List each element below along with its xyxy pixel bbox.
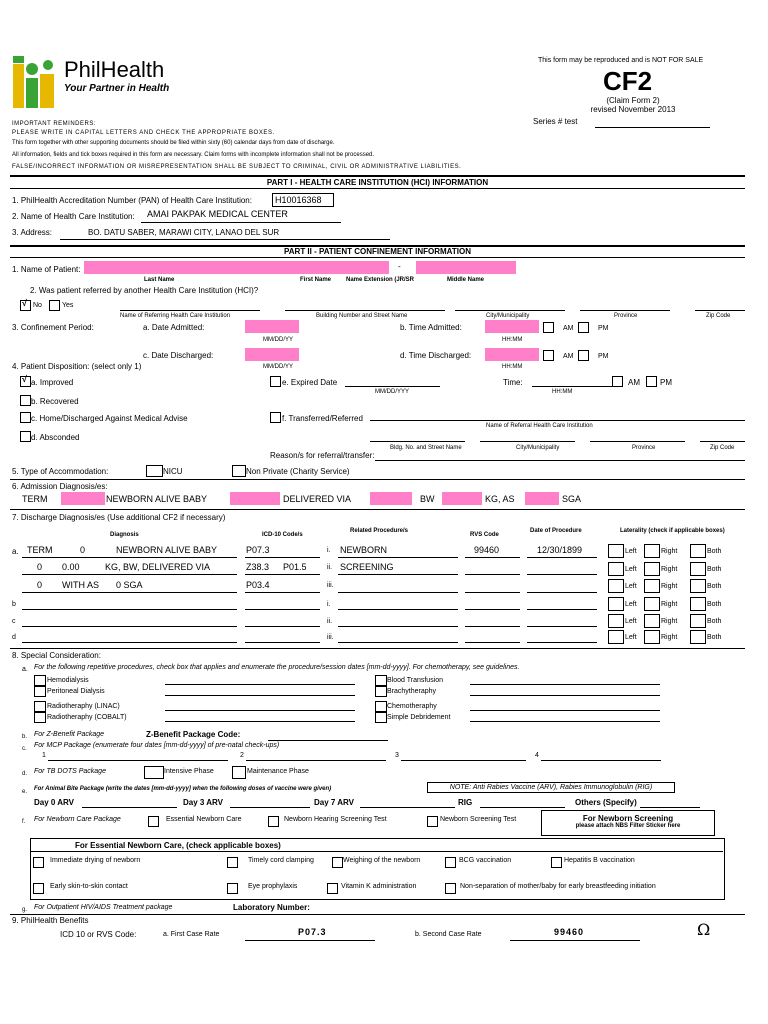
day3-label: Day 3 ARV: [183, 798, 224, 807]
chemo-checkbox[interactable]: [375, 701, 387, 712]
peritoneal-checkbox[interactable]: [34, 686, 46, 697]
admitted-am-checkbox[interactable]: [543, 322, 554, 333]
blood-label: Blood Transfusion: [387, 677, 444, 684]
second-case-label: b. Second Case Rate: [415, 931, 482, 938]
ref-hci-caption: Name of Referring Health Care Institution: [120, 313, 231, 319]
row-d-roman: iii.: [327, 634, 334, 641]
laterality-right-label: Right: [661, 583, 678, 590]
omega-icon: Ω: [697, 920, 711, 939]
row-b-letter: b: [12, 601, 16, 608]
discharged-am-label: AM: [563, 353, 574, 360]
laterality-left-checkbox[interactable]: [608, 562, 624, 576]
non-private-checkbox[interactable]: [232, 465, 246, 477]
philhealth-logo: [12, 56, 57, 108]
improved-label: a. Improved: [31, 378, 74, 387]
ess-2-label: Timely cord clamping: [248, 857, 314, 864]
mmddyy-caption-1: MM/DD/YY: [263, 337, 293, 343]
laterality-left-checkbox[interactable]: [608, 630, 624, 644]
referred-yes-checkbox[interactable]: [49, 300, 60, 311]
expired-am-checkbox[interactable]: [612, 376, 623, 387]
laterality-left-checkbox[interactable]: [608, 597, 624, 611]
brachy-label: Brachytheraphy: [387, 688, 437, 695]
province-caption-2: Province: [632, 445, 656, 451]
dx-row-2-c2: 0.00: [62, 562, 80, 572]
radio-cobalt-label: Radiotheraphy (COBALT): [47, 714, 127, 721]
mcp-label: For MCP Package (enumerate four dates [mm-dd-yyyy] of pre-natal check-ups): [34, 742, 280, 749]
laterality-left-label: Left: [625, 634, 637, 641]
province-caption: Province: [614, 313, 638, 319]
laterality-left-label: Left: [625, 618, 637, 625]
arv-note: NOTE: Anti Rabies Vaccine (ARV), Rabies Immunoglobulin (RIG): [427, 782, 675, 793]
dx-row-2-proc: SCREENING: [340, 562, 394, 572]
ess-8-checkbox[interactable]: [327, 883, 338, 894]
mmddyy-caption-2: MM/DD/YY: [263, 364, 293, 370]
hemodialysis-checkbox[interactable]: [34, 675, 46, 686]
special-a-prefix: a.: [22, 666, 28, 673]
time-admitted-field[interactable]: [485, 320, 539, 333]
mcp-3: 3: [395, 752, 399, 759]
form-name: (Claim Form 2): [606, 96, 660, 105]
dx-row-2-c3: KG, BW, DELIVERED VIA: [105, 562, 211, 572]
laterality-left-checkbox[interactable]: [608, 579, 624, 593]
referred-question: 2. Was patient referred by another Health Care Institution (HCI)?: [30, 286, 259, 295]
lab-no-label: Laboratory Number:: [233, 903, 310, 912]
laterality-both-label: Both: [707, 566, 722, 573]
hhmm-caption-3: HH:MM: [552, 389, 573, 395]
laterality-both-label: Both: [707, 583, 722, 590]
admission-dx-5: KG, AS: [485, 494, 515, 504]
special-f-prefix: f.: [22, 819, 26, 825]
city-caption: City/Municipality: [486, 313, 530, 319]
discharged-pm-label: PM: [598, 353, 609, 360]
hearing-checkbox[interactable]: [268, 816, 279, 827]
others-label: Others (Specify): [575, 798, 637, 807]
zip-caption-2: Zip Code: [710, 445, 735, 451]
laterality-both-label: Both: [707, 634, 722, 641]
reminder-line-4: FALSE/INCORRECT INFORMATION OR MISREPRESENTATION SHALL BE SUBJECT TO CRIMINAL, CIVIL OR ADMINISTRATIVE LIABILITIES.: [12, 164, 462, 170]
home-against-label: c. Home/Discharged Against Medical Advise: [31, 414, 188, 423]
intensive-checkbox[interactable]: [144, 766, 164, 779]
address-field[interactable]: BO. DATU SABER, MARAWI CITY, LANAO DEL SUR: [88, 228, 280, 237]
mmddyyy-caption: MM/DD/YYY: [375, 389, 410, 395]
expired-am-label: AM: [628, 378, 640, 387]
essential-checkbox[interactable]: [148, 816, 159, 827]
recovered-label: b. Recovered: [31, 397, 79, 406]
admitted-pm-label: PM: [598, 325, 609, 332]
laterality-right-label: Right: [661, 601, 678, 608]
last-name-caption: Last Name: [144, 277, 175, 283]
admission-dx-2: NEWBORN ALIVE BABY: [106, 494, 208, 504]
first-case-label: a. First Case Rate: [163, 931, 220, 938]
laterality-both-checkbox[interactable]: [690, 630, 706, 644]
form-code: CF2: [603, 66, 653, 96]
nbs-box-title: For Newborn Screening: [582, 814, 674, 823]
laterality-both-label: Both: [707, 618, 722, 625]
patient-name-label: 1. Name of Patient:: [12, 265, 81, 274]
expired-pm-label: PM: [660, 378, 672, 387]
brand-name: PhilHealth: [64, 57, 165, 82]
radio-linac-checkbox[interactable]: [34, 701, 46, 712]
discharged-am-checkbox[interactable]: [543, 350, 554, 361]
time-discharged-label: d. Time Discharged:: [400, 351, 472, 360]
improved-check-mark: √: [22, 374, 27, 384]
maintenance-checkbox[interactable]: [232, 766, 246, 779]
laterality-left-label: Left: [625, 566, 637, 573]
no-check-mark: √: [22, 298, 27, 308]
reminder-line-1: PLEASE WRITE IN CAPITAL LETTERS AND CHECK THE APPROPRIATE BOXES.: [12, 130, 275, 136]
logo-mark-icon: [12, 56, 57, 108]
benefits-label: 9. PhilHealth Benefits: [12, 916, 89, 925]
laterality-both-checkbox[interactable]: [690, 544, 706, 558]
nicu-label: NICU: [163, 467, 183, 476]
nbs-box-sub: please attach NBS Filter Sticker here: [575, 823, 681, 829]
peritoneal-label: Peritoneal Dialysis: [47, 688, 105, 695]
ess-1-checkbox[interactable]: [33, 857, 44, 868]
intensive-label: Intensive Phase: [164, 768, 214, 775]
special-a-text: For the following repetitive procedures, check box that applies and enumerate the procedure/session dates [mm-dd-yyyy]. For chemotherapy, see guidelines.: [34, 664, 520, 671]
special-c-prefix: c.: [22, 746, 27, 752]
debride-label: Simple Debridement: [387, 714, 451, 721]
dx-row-1-icd1: P07.3: [246, 545, 270, 555]
nbs-sticker-box: [541, 810, 715, 836]
special-e-prefix: e.: [22, 789, 28, 795]
second-case-value[interactable]: 99460: [554, 927, 585, 937]
laterality-right-label: Right: [661, 548, 678, 555]
chemo-label: Chemotheraphy: [387, 703, 437, 710]
ess-8-label: Vitamin K administration: [341, 883, 417, 890]
col-diagnosis: Diagnosis: [110, 532, 139, 538]
expired-pm-checkbox[interactable]: [646, 376, 657, 387]
recovered-checkbox[interactable]: [20, 395, 31, 406]
time-admitted-label: b. Time Admitted:: [400, 323, 462, 332]
hiv-label: For Outpatient HIV/AIDS Treatment package: [34, 904, 173, 911]
series-label: Series # test: [533, 117, 578, 126]
patient-middle-name-field[interactable]: [416, 261, 516, 274]
disposition-label: 4. Patient Disposition: (select only 1): [12, 362, 142, 371]
col-icd: ICD-10 Code/s: [262, 532, 303, 538]
ess-5-checkbox[interactable]: [551, 857, 562, 868]
col-rvs: RVS Code: [470, 532, 499, 538]
yes-label: Yes: [62, 302, 74, 309]
admission-dx-label: 6. Admission Diagnosis/es:: [12, 482, 108, 491]
special-g-prefix: g.: [22, 907, 28, 913]
dx-row-1-proc: NEWBORN: [340, 545, 387, 555]
laterality-both-label: Both: [707, 601, 722, 608]
dx-row-1-roman: i.: [327, 547, 331, 554]
row-c-letter: c: [12, 618, 16, 625]
laterality-both-checkbox[interactable]: [690, 562, 706, 576]
dx-row-3-c2: WITH AS: [62, 580, 100, 590]
blood-checkbox[interactable]: [375, 675, 387, 686]
hemodialysis-label: Hemodialysis: [47, 677, 89, 684]
laterality-right-checkbox[interactable]: [644, 614, 660, 628]
date-admitted-label: a. Date Admitted:: [143, 323, 205, 332]
ess-5-label: Hepatitis B vaccination: [564, 857, 635, 864]
laterality-left-checkbox[interactable]: [608, 544, 624, 558]
special-label: 8. Special Consideration:: [12, 651, 101, 660]
nb-screen-checkbox[interactable]: [427, 816, 438, 827]
ess-7-label: Eye prophylaxis: [248, 883, 298, 890]
brand-tagline: Your Partner in Health: [64, 83, 170, 94]
non-private-label: Non Private (Charity Service): [246, 467, 350, 476]
nicu-checkbox[interactable]: [146, 465, 163, 477]
dx-row-2-icd2: P01.5: [283, 562, 307, 572]
ess-2-checkbox[interactable]: [227, 857, 238, 868]
animal-bite-label: For Animal Bite Package (write the dates [mm-dd-yyyy] when the following doses of vaccine were given): [34, 786, 332, 792]
laterality-right-checkbox[interactable]: [644, 630, 660, 644]
bldg-caption: Building Number and Street Name: [316, 313, 408, 319]
laterality-right-checkbox[interactable]: [644, 544, 660, 558]
ref-hci-caption-2: Name of Referral Health Care Institution: [486, 423, 593, 429]
part1-title: PART I - HEALTH CARE INSTITUTION (HCI) INFORMATION: [266, 178, 489, 187]
admitted-pm-checkbox[interactable]: [578, 322, 589, 333]
address-label: 3. Address:: [12, 228, 53, 237]
dx-row-1-desc: NEWBORN ALIVE BABY: [116, 545, 218, 555]
ess-9-checkbox[interactable]: [445, 883, 456, 894]
admission-dx-1: TERM: [22, 494, 48, 504]
reminder-line-2: This form together with other supporting documents should be filed within sixty (60) calendar days from date of discharge.: [12, 140, 335, 146]
col-proc: Related Procedure/s: [350, 528, 409, 534]
discharged-pm-checkbox[interactable]: [578, 350, 589, 361]
reproduce-note: This form may be reproduced and is NOT FOR SALE: [538, 57, 704, 64]
time-discharged-field[interactable]: [485, 348, 539, 361]
laterality-right-checkbox[interactable]: [644, 579, 660, 593]
admission-dx-3: DELIVERED VIA: [283, 494, 352, 504]
hci-name-label: 2. Name of Health Care Institution:: [12, 212, 135, 221]
reminder-line-3: All information, fields and tick boxes required in this form are necessary. Claim forms with incomplete information shall not be processed.: [12, 152, 375, 158]
ess-4-checkbox[interactable]: [445, 857, 456, 868]
absconded-checkbox[interactable]: [20, 431, 31, 442]
admission-dx-4: BW: [420, 494, 435, 504]
ess-1-label: Immediate drying of newborn: [50, 857, 141, 864]
dx-row-2-icd1: Z38.3: [246, 562, 270, 572]
hearing-label: Newborn Hearing Screening Test: [284, 816, 387, 823]
ess-6-checkbox[interactable]: [33, 883, 44, 894]
dx-row-3-roman: iii.: [327, 582, 334, 589]
date-discharged-label: c. Date Discharged:: [143, 351, 214, 360]
ess-4-label: BCG vaccination: [459, 857, 512, 864]
laterality-both-checkbox[interactable]: [690, 597, 706, 611]
zbenefit-code-label: Z-Benefit Package Code:: [146, 730, 241, 739]
icd-rvs-label: ICD 10 or RVS Code:: [60, 930, 137, 939]
day7-label: Day 7 ARV: [314, 798, 355, 807]
maintenance-label: Maintenance Phase: [247, 768, 309, 775]
date-discharged-field[interactable]: [245, 348, 299, 361]
discharge-dx-label: 7. Discharge Diagnosis/es (Use additional CF2 if necessary): [12, 513, 226, 522]
radio-linac-label: Radiotheraphy (LINAC): [47, 703, 120, 710]
middle-name-caption: Middle Name: [447, 277, 485, 283]
part2-title: PART II - PATIENT CONFINEMENT INFORMATION: [284, 247, 471, 256]
bldg-caption-2: Bldg. No. and Street Name: [390, 445, 462, 451]
expired-checkbox[interactable]: [270, 376, 281, 387]
row-b-roman: i.: [327, 601, 331, 608]
debride-checkbox[interactable]: [375, 712, 387, 723]
date-admitted-field[interactable]: [245, 320, 299, 333]
admitted-am-label: AM: [563, 325, 574, 332]
col-laterality: Laterality (check if applicable boxes): [620, 528, 725, 534]
first-name-caption: First Name: [300, 277, 332, 283]
pan-field[interactable]: H10016368: [272, 193, 334, 207]
ess-9-label: Non-separation of mother/baby for early breastfeeding initiation: [460, 883, 656, 890]
laterality-both-label: Both: [707, 548, 722, 555]
laterality-left-label: Left: [625, 548, 637, 555]
first-case-value[interactable]: P07.3: [298, 927, 327, 937]
hhmm-caption-2: HH:MM: [502, 364, 523, 370]
dx-row-3-c3: 0 SGA: [116, 580, 143, 590]
rig-label: RIG: [458, 798, 473, 807]
tbdots-label: For TB DOTS Package: [34, 768, 106, 775]
dx-row-2-roman: ii.: [327, 564, 333, 571]
mcp-1: 1: [42, 752, 46, 759]
expired-label: e. Expired Date: [282, 378, 338, 387]
laterality-right-label: Right: [661, 618, 678, 625]
laterality-right-label: Right: [661, 566, 678, 573]
reason-label: Reason/s for referral/transfer:: [270, 451, 375, 460]
ess-7-checkbox[interactable]: [227, 883, 238, 894]
reminders-title: IMPORTANT REMINDERS:: [12, 121, 97, 127]
dx-row-2-c1: 0: [37, 562, 43, 572]
revised-date: revised November 2013: [590, 105, 676, 114]
absconded-label: d. Absconded: [31, 433, 80, 442]
row-c-roman: ii.: [327, 618, 333, 625]
dx-row-1-term: TERM: [27, 545, 53, 555]
expired-time-label: Time:: [503, 378, 523, 387]
ess-title: For Essential Newborn Care, (check applicable boxes): [75, 841, 281, 850]
admission-dx-6: SGA: [562, 494, 582, 504]
zbenefit-label: For Z-Benefit Package: [34, 731, 105, 738]
mcp-2: 2: [240, 752, 244, 759]
zip-caption: Zip Code: [706, 313, 731, 319]
pan-label: 1. PhilHealth Accreditation Number (PAN) of Health Care Institution:: [12, 196, 252, 205]
brachy-checkbox[interactable]: [375, 686, 387, 697]
dx-row-1-date: 12/30/1899: [537, 545, 583, 555]
name-dash: -: [398, 262, 401, 271]
row-a-letter: a.: [12, 547, 19, 556]
essential-label: Essential Newborn Care: [166, 816, 242, 823]
no-label: No: [33, 302, 42, 309]
laterality-left-label: Left: [625, 601, 637, 608]
dx-row-1-num: 0: [80, 545, 86, 555]
name-ext-caption: Name Extension (JR/SR: [346, 277, 415, 283]
radio-cobalt-checkbox[interactable]: [34, 712, 46, 723]
laterality-right-checkbox[interactable]: [644, 597, 660, 611]
mcp-4: 4: [535, 752, 539, 759]
patient-last-name-field[interactable]: [84, 261, 389, 274]
confinement-label: 3. Confinement Period:: [12, 323, 94, 332]
transferred-label: f. Transferred/Referred: [282, 414, 363, 423]
special-d-prefix: d.: [22, 771, 28, 777]
laterality-both-checkbox[interactable]: [690, 614, 706, 628]
col-date: Date of Procedure: [530, 528, 582, 534]
day0-label: Day 0 ARV: [34, 798, 75, 807]
dx-row-1-rvs: 99460: [474, 545, 500, 555]
dx-row-3-icd1: P03.4: [246, 580, 270, 590]
hhmm-caption-1: HH:MM: [502, 337, 523, 343]
row-d-letter: d: [12, 634, 16, 641]
nb-screen-label: Newborn Screening Test: [440, 816, 517, 823]
ess-6-label: Early skin-to-skin contact: [50, 883, 128, 890]
dx-row-3-c1: 0: [37, 580, 43, 590]
laterality-right-checkbox[interactable]: [644, 562, 660, 576]
ess-3-checkbox[interactable]: [332, 857, 343, 868]
city-caption-2: City/Municipality: [516, 445, 560, 451]
laterality-left-checkbox[interactable]: [608, 614, 624, 628]
ess-3-label: Weighing of the newborn: [343, 857, 421, 864]
laterality-both-checkbox[interactable]: [690, 579, 706, 593]
special-b-prefix: b.: [22, 734, 28, 740]
hci-name-field[interactable]: AMAI PAKPAK MEDICAL CENTER: [147, 209, 288, 219]
newborn-pkg-label: For Newborn Care Package: [34, 816, 121, 823]
transferred-checkbox[interactable]: [270, 412, 281, 423]
home-against-checkbox[interactable]: [20, 412, 31, 423]
accommodation-label: 5. Type of Accommodation:: [12, 467, 109, 476]
laterality-right-label: Right: [661, 634, 678, 641]
laterality-left-label: Left: [625, 583, 637, 590]
